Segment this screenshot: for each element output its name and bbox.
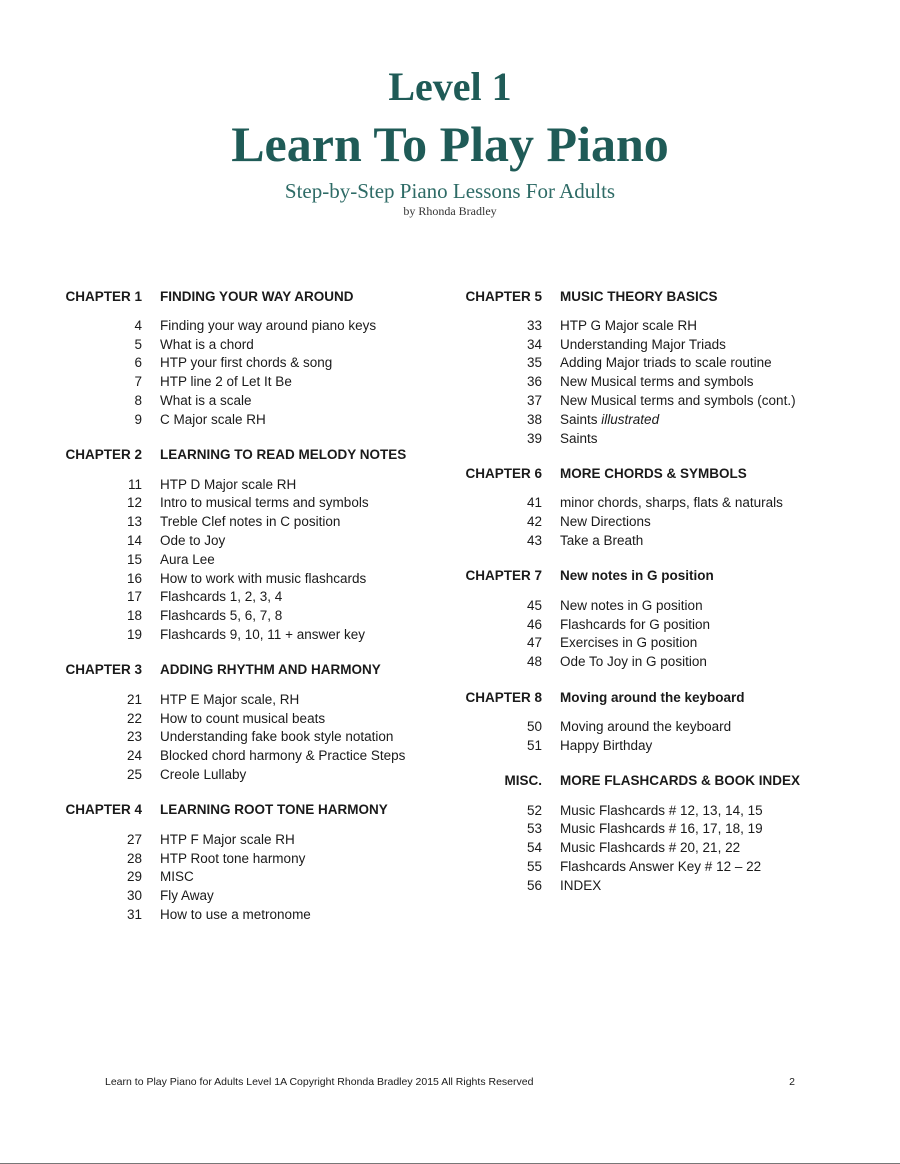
entry-page-number: 5 (134, 336, 142, 352)
entry-title-wrap (560, 738, 880, 753)
entry-title-wrap (160, 608, 480, 623)
entry-title: Moving around the keyboard (560, 719, 732, 735)
entry-title-wrap (160, 355, 480, 370)
entry-title-wrap (560, 355, 880, 370)
chapter-title: MUSIC THEORY BASICS (560, 288, 718, 304)
entry-title: C Major scale RH (160, 411, 266, 427)
toc-entry (460, 429, 880, 448)
toc-entry (460, 410, 880, 429)
toc-entry (460, 876, 880, 895)
toc-entry (60, 354, 480, 373)
toc-entry (60, 868, 480, 887)
entry-page-number: 8 (134, 393, 142, 409)
chapter-heading (60, 284, 480, 308)
entry-title: Creole Lullaby (160, 767, 247, 783)
entry-title: Understanding fake book style notation (160, 729, 394, 745)
toc-entry (60, 849, 480, 868)
entry-title-wrap (160, 533, 480, 548)
entry-title: Understanding Major Triads (560, 336, 726, 352)
entry-page-number: 14 (126, 533, 142, 549)
chapter-heading (460, 284, 880, 308)
toc-entry (60, 531, 480, 550)
toc-entry (460, 820, 880, 839)
entry-title: Treble Clef notes in C position (160, 514, 341, 530)
entry-page-number: 48 (526, 654, 542, 670)
entry-title-wrap (160, 514, 480, 529)
entry-title-wrap (560, 598, 880, 613)
entry-page-number: 52 (526, 802, 542, 818)
toc-entry (460, 391, 880, 410)
book-title: Learn To Play Piano (231, 116, 669, 172)
entry-title: Happy Birthday (560, 737, 653, 753)
toc-entry (460, 596, 880, 615)
entry-title-wrap (160, 374, 480, 389)
chapter-title: FINDING YOUR WAY AROUND (160, 288, 354, 304)
toc-entry (460, 372, 880, 391)
chapter-title: New notes in G position (560, 568, 714, 584)
entry-title-wrap (560, 337, 880, 352)
chapter-label: CHAPTER 8 (465, 689, 542, 705)
toc-entry (60, 494, 480, 513)
entry-title: Saints (560, 411, 598, 427)
toc-entry (60, 765, 480, 784)
entry-title: HTP line 2 of Let It Be (160, 374, 292, 390)
chapter-label: CHAPTER 3 (65, 662, 142, 678)
toc-entry (460, 736, 880, 755)
entry-title: New Musical terms and symbols (cont.) (560, 393, 796, 409)
entry-title-wrap (160, 729, 480, 744)
chapter-title: ADDING RHYTHM AND HARMONY (160, 662, 381, 678)
entry-title: New Musical terms and symbols (560, 374, 754, 390)
chapter-label: CHAPTER 7 (465, 568, 542, 584)
toc-entry (60, 335, 480, 354)
toc-entry (460, 316, 880, 335)
entry-title: Ode to Joy (160, 533, 226, 549)
toc-chapter (460, 462, 880, 550)
toc-chapter (60, 658, 480, 784)
entry-title-wrap (160, 692, 480, 707)
entry-title: New Directions (560, 514, 651, 530)
author-line: by Rhonda Bradley (403, 204, 497, 218)
entry-title-wrap (560, 635, 880, 650)
entry-page-number: 11 (127, 476, 142, 492)
entry-title: Music Flashcards # 12, 13, 14, 15 (560, 802, 763, 818)
chapter-entries (460, 316, 880, 448)
toc-left-column (60, 284, 480, 938)
entry-title: HTP D Major scale RH (160, 476, 297, 492)
toc-entry (460, 494, 880, 513)
toc-entry (60, 625, 480, 644)
toc-chapter (460, 564, 880, 671)
toc-entry (60, 588, 480, 607)
entry-page-number: 27 (126, 831, 142, 847)
entry-title-wrap (560, 374, 880, 389)
entry-title-wrap (560, 878, 880, 893)
entry-title: Music Flashcards # 20, 21, 22 (560, 840, 741, 856)
chapter-heading (460, 462, 880, 486)
entry-page-number: 47 (526, 635, 542, 651)
entry-page-number: 37 (526, 393, 542, 409)
entry-title: Flashcards for G position (560, 616, 711, 632)
toc-entry (60, 391, 480, 410)
entry-title: Music Flashcards # 16, 17, 18, 19 (560, 821, 763, 837)
chapter-heading (60, 443, 480, 467)
entry-page-number: 41 (526, 495, 542, 511)
chapter-entries (460, 801, 880, 895)
toc-entry (460, 801, 880, 820)
chapter-entries (60, 316, 480, 429)
toc-entry (460, 838, 880, 857)
entry-title: Flashcards 9, 10, 11 + answer key (160, 627, 365, 643)
entry-title: What is a chord (160, 336, 254, 352)
toc-chapter (460, 769, 880, 895)
entry-title-wrap (160, 888, 480, 903)
entry-page-number: 39 (526, 430, 542, 446)
entry-page-number: 33 (526, 317, 542, 333)
chapter-entries (460, 596, 880, 671)
entry-title-italic: illustrated (601, 411, 660, 427)
entry-page-number: 55 (526, 859, 542, 875)
entry-title-wrap (560, 393, 880, 408)
chapter-entries (60, 690, 480, 784)
toc-chapter (60, 284, 480, 429)
entry-page-number: 38 (526, 411, 542, 427)
entry-title-wrap (160, 495, 480, 510)
toc-chapter (60, 443, 480, 644)
entry-title: HTP F Major scale RH (160, 831, 295, 847)
toc-entry (60, 606, 480, 625)
entry-page-number: 12 (126, 495, 142, 511)
entry-page-number: 17 (126, 589, 142, 605)
entry-title: Flashcards Answer Key # 12 – 22 (560, 859, 762, 875)
entry-page-number: 30 (126, 888, 142, 904)
entry-page-number: 45 (526, 597, 542, 613)
entry-title-wrap (160, 412, 480, 427)
entry-title-wrap (560, 719, 880, 734)
entry-title: How to work with music flashcards (160, 570, 367, 586)
entry-title-wrap (560, 803, 880, 818)
toc-entry (60, 728, 480, 747)
entry-page-number: 34 (526, 336, 542, 352)
entry-title-wrap (560, 533, 880, 548)
entry-title: Fly Away (160, 888, 214, 904)
entry-title: minor chords, sharps, flats & naturals (560, 495, 783, 511)
entry-page-number: 9 (134, 411, 142, 427)
entry-title-wrap (160, 552, 480, 567)
chapter-title: LEARNING ROOT TONE HARMONY (160, 802, 388, 818)
entry-page-number: 29 (126, 869, 142, 885)
entry-page-number: 13 (126, 514, 142, 530)
entry-title: What is a scale (160, 393, 252, 409)
toc-entry (460, 615, 880, 634)
toc-entry (460, 531, 880, 550)
entry-title: Adding Major triads to scale routine (560, 355, 772, 371)
toc-entry (460, 857, 880, 876)
chapter-heading (460, 564, 880, 588)
entry-page-number: 51 (526, 737, 542, 753)
entry-page-number: 35 (526, 355, 542, 371)
title-block (0, 62, 900, 218)
toc-entry (60, 886, 480, 905)
chapter-label: CHAPTER 1 (65, 288, 142, 304)
entry-title-wrap (160, 571, 480, 586)
entry-title-wrap (160, 318, 480, 333)
entry-title-wrap (560, 318, 880, 333)
toc-entry (60, 410, 480, 429)
entry-title-wrap (160, 589, 480, 604)
entry-page-number: 53 (526, 821, 542, 837)
toc-entry (60, 316, 480, 335)
entry-title-wrap (560, 514, 880, 529)
entry-title: Finding your way around piano keys (160, 317, 377, 333)
entry-title: New notes in G position (560, 597, 703, 613)
toc-entry (460, 634, 880, 653)
entry-page-number: 36 (526, 374, 542, 390)
toc-entry (60, 372, 480, 391)
toc-right-column (460, 284, 880, 909)
toc-chapter (460, 284, 880, 448)
entry-title: HTP Root tone harmony (160, 850, 306, 866)
toc-entry (460, 717, 880, 736)
chapter-label: CHAPTER 2 (65, 447, 142, 463)
entry-title-wrap (560, 821, 880, 836)
entry-title-wrap (560, 412, 880, 427)
toc-entry (60, 512, 480, 531)
book-subtitle: Step-by-Step Piano Lessons For Adults (284, 179, 616, 203)
chapter-entries (460, 717, 880, 755)
toc-entry (60, 709, 480, 728)
entry-page-number: 22 (126, 710, 142, 726)
chapter-title: LEARNING TO READ MELODY NOTES (160, 447, 407, 463)
entry-title-wrap (560, 617, 880, 632)
chapter-heading (460, 769, 880, 793)
level-heading: Level 1 (388, 64, 512, 109)
entry-title-wrap (560, 859, 880, 874)
chapter-heading (60, 798, 480, 822)
chapter-entries (60, 475, 480, 644)
entry-title-wrap (560, 431, 880, 446)
toc-entry (460, 652, 880, 671)
toc-chapter (60, 798, 480, 924)
chapter-label: MISC. (504, 773, 542, 789)
toc-chapter (460, 685, 880, 755)
toc-entry (60, 475, 480, 494)
chapter-entries (460, 494, 880, 550)
entry-page-number: 19 (126, 627, 142, 643)
entry-page-number: 4 (134, 317, 142, 333)
entry-title-wrap (160, 627, 480, 642)
entry-title: Saints (560, 430, 598, 446)
toc-entry (460, 512, 880, 531)
entry-title-wrap (160, 711, 480, 726)
toc-entry (460, 354, 880, 373)
footer-page-number: 2 (789, 1076, 795, 1088)
page-footer (105, 1076, 795, 1088)
entry-title-wrap (160, 393, 480, 408)
entry-page-number: 7 (134, 374, 142, 390)
chapter-label: CHAPTER 6 (465, 466, 542, 482)
entry-page-number: 56 (526, 877, 542, 893)
chapter-label: CHAPTER 5 (465, 288, 542, 304)
entry-title: HTP your first chords & song (160, 355, 333, 371)
entry-title-wrap (160, 477, 480, 492)
entry-title: Flashcards 1, 2, 3, 4 (160, 589, 283, 605)
entry-page-number: 18 (126, 608, 142, 624)
entry-title: Flashcards 5, 6, 7, 8 (160, 608, 283, 624)
entry-title: How to count musical beats (160, 710, 326, 726)
entry-page-number: 28 (126, 850, 142, 866)
entry-title: HTP G Major scale RH (560, 317, 698, 333)
entry-title: How to use a metronome (160, 907, 311, 923)
chapter-heading (60, 658, 480, 682)
entry-title-wrap (160, 748, 480, 763)
entry-page-number: 16 (126, 570, 142, 586)
toc-entry (60, 690, 480, 709)
entry-title: Take a Breath (560, 533, 644, 549)
entry-title-wrap (560, 654, 880, 669)
toc-entry (60, 830, 480, 849)
toc-entry (60, 569, 480, 588)
entry-page-number: 31 (126, 907, 142, 923)
entry-title-wrap (160, 337, 480, 352)
entry-title: Aura Lee (160, 551, 215, 567)
toc-entry (60, 746, 480, 765)
entry-page-number: 50 (526, 719, 542, 735)
chapter-heading (460, 685, 880, 709)
chapter-title: MORE FLASHCARDS & BOOK INDEX (560, 773, 801, 789)
entry-page-number: 21 (126, 691, 142, 707)
entry-title-wrap (560, 495, 880, 510)
chapter-entries (60, 830, 480, 924)
entry-title: Blocked chord harmony & Practice Steps (160, 748, 406, 764)
entry-title: HTP E Major scale, RH (160, 691, 300, 707)
entry-page-number: 43 (526, 533, 542, 549)
entry-title: INDEX (560, 877, 602, 893)
entry-page-number: 46 (526, 616, 542, 632)
toc-entry (60, 550, 480, 569)
entry-page-number: 24 (126, 748, 142, 764)
chapter-title: MORE CHORDS & SYMBOLS (560, 466, 747, 482)
chapter-label: CHAPTER 4 (65, 802, 142, 818)
entry-page-number: 54 (526, 840, 542, 856)
toc-entry (460, 335, 880, 354)
entry-title-wrap (160, 767, 480, 782)
entry-title-wrap (160, 869, 480, 884)
toc-entry (60, 905, 480, 924)
entry-title: Ode To Joy in G position (560, 654, 707, 670)
entry-page-number: 23 (126, 729, 142, 745)
chapter-title: Moving around the keyboard (560, 689, 745, 705)
entry-title: Intro to musical terms and symbols (160, 495, 369, 511)
entry-title-wrap (160, 851, 480, 866)
entry-title-wrap (160, 832, 480, 847)
entry-title-wrap (160, 907, 480, 922)
entry-page-number: 42 (526, 514, 542, 530)
footer-copyright: Learn to Play Piano for Adults Level 1A Copyright Rhonda Bradley 2015 All Rights Reserved (105, 1076, 534, 1088)
entry-page-number: 15 (126, 551, 142, 567)
entry-page-number: 6 (134, 355, 142, 371)
entry-title: MISC (160, 869, 194, 885)
entry-title-wrap (560, 840, 880, 855)
entry-title: Exercises in G position (560, 635, 698, 651)
entry-page-number: 25 (126, 767, 142, 783)
